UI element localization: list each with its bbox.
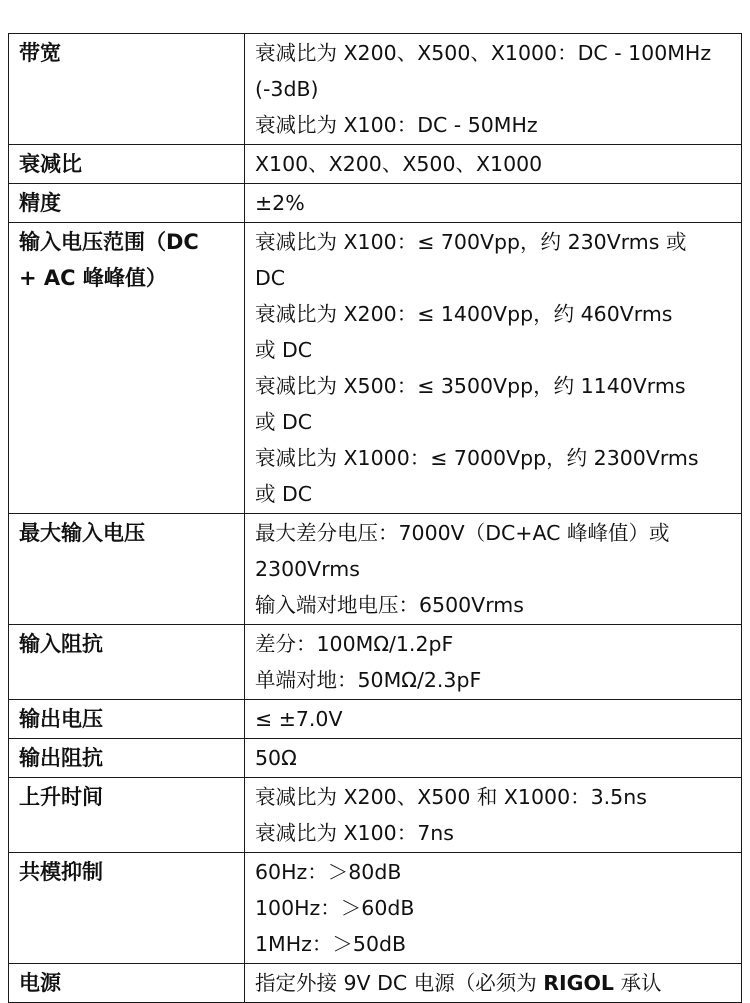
spec-label-cell — [9, 145, 245, 184]
spec-label-cell — [9, 34, 245, 145]
spec-row — [9, 739, 742, 778]
spec-value-cell — [245, 514, 742, 625]
spec-label-cell — [9, 964, 245, 1003]
spec-value-text: 100Hz：＞60dB — [255, 896, 415, 920]
spec-label-cell — [9, 739, 245, 778]
spec-value-cell — [245, 34, 742, 145]
spec-row — [9, 514, 742, 625]
spec-value-text: 衰减比为 X500：≤ 3500Vpp，约 1140Vrms — [255, 374, 686, 398]
spec-value-text: DC — [255, 266, 286, 290]
spec-value-text: ≤ ±7.0V — [255, 707, 343, 731]
spec-table-container — [8, 33, 742, 1003]
spec-value-text: ±2% — [255, 191, 305, 215]
spec-label-text: 共模抑制 — [19, 860, 103, 884]
spec-label-cell — [9, 625, 245, 700]
spec-table-body — [9, 34, 742, 1003]
spec-value-text: 50Ω — [255, 746, 297, 770]
spec-row — [9, 184, 742, 223]
spec-value-text: 最大差分电压：7000V（DC+AC 峰峰值）或 — [255, 521, 670, 545]
spec-value-text: X100、X200、X500、X1000 — [255, 152, 543, 176]
spec-value-text — [255, 965, 737, 1001]
spec-label-text: 输入电压范围（DC — [19, 230, 199, 254]
spec-value-text: (-3dB) — [255, 77, 319, 101]
spec-value-cell — [245, 964, 742, 1003]
spec-label-text: 衰减比 — [19, 152, 82, 176]
spec-value-text: 衰减比为 X200：≤ 1400Vpp，约 460Vrms — [255, 302, 673, 326]
spec-value-cell — [245, 739, 742, 778]
spec-value-text: 衰减比为 X100：DC - 50MHz — [255, 113, 538, 137]
spec-row — [9, 853, 742, 964]
spec-value-text: 或 DC — [255, 338, 313, 362]
spec-value-text: 60Hz：＞80dB — [255, 860, 402, 884]
power-text-before: 指定外接 9V DC 电源（必须为 — [255, 971, 544, 995]
spec-label-cell — [9, 514, 245, 625]
spec-value-cell — [245, 625, 742, 700]
spec-value-text: 单端对地：50MΩ/2.3pF — [255, 668, 482, 692]
spec-label-text: 输出电压 — [19, 707, 103, 731]
spec-label-cell — [9, 223, 245, 514]
spec-row — [9, 625, 742, 700]
power-text-after: 承认 — [613, 971, 662, 995]
spec-table — [8, 33, 742, 1003]
spec-value-text: 2300Vrms — [255, 557, 360, 581]
spec-value-text: 或 DC — [255, 410, 313, 434]
spec-value-text: 衰减比为 X200、X500、X1000：DC - 100MHz — [255, 41, 712, 65]
spec-label-text: 电源 — [19, 971, 61, 995]
spec-row — [9, 223, 742, 514]
spec-value-text: 衰减比为 X100：7ns — [255, 821, 454, 845]
spec-label-text: 输出阻抗 — [19, 746, 103, 770]
spec-label-text: 最大输入电压 — [19, 521, 145, 545]
spec-label-cell — [9, 853, 245, 964]
spec-row — [9, 778, 742, 853]
spec-value-cell — [245, 778, 742, 853]
spec-row — [9, 700, 742, 739]
spec-row — [9, 34, 742, 145]
spec-value-cell — [245, 184, 742, 223]
spec-value-text: 衰减比为 X200、X500 和 X1000：3.5ns — [255, 785, 647, 809]
brand-name: RIGOL — [543, 971, 614, 995]
spec-label-text: 上升时间 — [19, 785, 103, 809]
spec-label-text: 带宽 — [19, 41, 61, 65]
spec-label-cell — [9, 778, 245, 853]
spec-value-text: 差分：100MΩ/1.2pF — [255, 632, 454, 656]
spec-value-text: 衰减比为 X1000：≤ 7000Vpp，约 2300Vrms — [255, 446, 699, 470]
spec-value-cell — [245, 853, 742, 964]
spec-value-text: 衰减比为 X100：≤ 700Vpp，约 230Vrms 或 — [255, 230, 687, 254]
spec-row-partial — [9, 964, 742, 1003]
spec-value-text: 输入端对地电压：6500Vrms — [255, 593, 524, 617]
spec-label-cell — [9, 184, 245, 223]
spec-label-text: 精度 — [19, 191, 61, 215]
spec-label-cell — [9, 700, 245, 739]
spec-label-text: 输入阻抗 — [19, 632, 103, 656]
spec-value-text: 1MHz：＞50dB — [255, 932, 407, 956]
spec-value-cell — [245, 700, 742, 739]
spec-label-text: + AC 峰峰值） — [19, 266, 167, 290]
spec-value-text: 或 DC — [255, 482, 313, 506]
spec-row — [9, 145, 742, 184]
spec-value-cell — [245, 223, 742, 514]
spec-value-cell — [245, 145, 742, 184]
